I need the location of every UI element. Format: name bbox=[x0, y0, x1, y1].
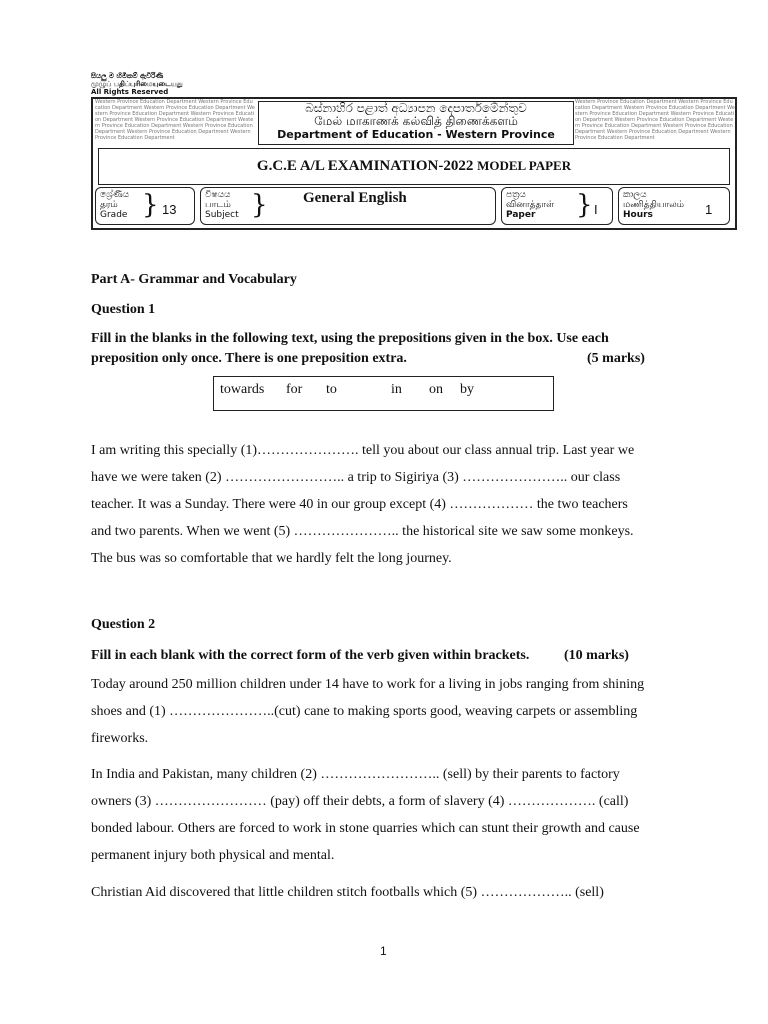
q2-instruction: Fill in each blank with the correct form of the verb given within brackets. bbox=[91, 648, 530, 663]
passage-line: permanent injury both physical and mental. bbox=[91, 848, 335, 863]
q2-paragraph-2 bbox=[91, 761, 681, 869]
department-box bbox=[258, 101, 574, 145]
q2-paragraph-3: Christian Aid discovered that little children stitch footballs which (5) ……………….. (sell) bbox=[91, 885, 604, 900]
exam-title-box bbox=[98, 148, 730, 185]
paper-brace: } bbox=[576, 190, 593, 220]
passage-line: The bus was so comfortable that we hardly felt the long journey. bbox=[91, 551, 452, 566]
passage-line: teacher. It was a Sunday. There were 40 in our group except (4) ……………… the two teachers bbox=[91, 497, 628, 512]
preposition-word: in bbox=[391, 382, 402, 397]
grade-value: 13 bbox=[162, 202, 177, 217]
passage-line: owners (3) …………………… (pay) off their debts, a form of slavery (4) ………………. (call) bbox=[91, 794, 629, 809]
paper-value: I bbox=[594, 202, 598, 217]
subject-brace: } bbox=[251, 190, 268, 220]
exam-title: G.C.E A/L EXAMINATION-2022 bbox=[256, 158, 474, 174]
preposition-box bbox=[213, 376, 554, 411]
passage-line: In India and Pakistan, many children (2) …………………….. (sell) by their parents to factory bbox=[91, 767, 620, 782]
passage-line: Today around 250 million children under 14 have to work for a living in jobs ranging from shining bbox=[91, 677, 645, 692]
dept-name-english: Department of Education - Western Province bbox=[277, 128, 555, 141]
subject-label: විෂයය பாடம் Subject bbox=[205, 190, 239, 220]
preposition-word: to bbox=[326, 382, 337, 397]
preposition-word: towards bbox=[220, 382, 265, 397]
q2-marks: (10 marks) bbox=[564, 648, 629, 663]
paper-label: පත්‍රය வினாத்தாள் Paper bbox=[506, 190, 555, 220]
hours-value: 1 bbox=[705, 202, 713, 217]
passage-line: and two parents. When we went (5) ………………….. the historical site we saw some monkeys. bbox=[91, 524, 634, 539]
part-title: Part A- Grammar and Vocabulary bbox=[91, 272, 297, 287]
dept-name-sinhala: බස්නාහිර පළාත් අධ්‍යාපන දෙපාර්තමේන්තුව bbox=[305, 101, 527, 115]
rights-sinhala: සියලු ම හිමිකම් ඇවිරිණි bbox=[91, 72, 164, 80]
watermark-pattern-left: Western Province Education Department Western Province Education Department Western Province Education Department Western Province Education Department Western Province Education Department Western Province Education Department Western Province Education Department Western Province Education Department Western Province Education Department Western Province Education Department bbox=[95, 99, 255, 141]
hours-label: කාලය மணித்தியாலம் Hours bbox=[623, 190, 684, 220]
preposition-word: on bbox=[429, 382, 443, 397]
exam-subtitle: MODEL PAPER bbox=[477, 158, 572, 173]
q1-instruction-line1: Fill in the blanks in the following text, using the prepositions given in the box. Use each bbox=[91, 331, 609, 346]
q1-title: Question 1 bbox=[91, 302, 156, 317]
subject-value: General English bbox=[303, 190, 407, 206]
passage-line: have we were taken (2) …………………….. a trip to Sigiriya (3) ………………….. our class bbox=[91, 470, 621, 485]
q1-instruction-line2: preposition only once. There is one preposition extra. bbox=[91, 351, 407, 366]
passage-line: bonded labour. Others are forced to work in stone quarries which can stunt their growth and cause bbox=[91, 821, 640, 836]
q2-title: Question 2 bbox=[91, 617, 156, 632]
page-number: 1 bbox=[380, 944, 387, 958]
hours-cell bbox=[618, 187, 730, 225]
passage-line: I am writing this specially (1)…………………. tell you about our class annual trip. Last year we bbox=[91, 443, 635, 458]
q1-marks: (5 marks) bbox=[587, 351, 645, 366]
q1-passage bbox=[91, 437, 681, 572]
watermark-pattern-right: Western Province Education Department Western Province Education Department Western Province Education Department Western Province Education Department Western Province Education Department Western Province Education Department Western Province Education Department Western Province Education Department Western Province Education Department Western Province Education Department bbox=[575, 99, 735, 141]
rights-tamil: முழுப் பதிப்புரிமையுடையது bbox=[91, 80, 183, 88]
passage-line: fireworks. bbox=[91, 731, 149, 746]
q2-paragraph-1 bbox=[91, 671, 681, 752]
passage-line: shoes and (1) …………………..(cut) cane to making sports good, weaving carpets or assembling bbox=[91, 704, 638, 719]
grade-label: ශ්‍රේණිය தரம் Grade bbox=[100, 190, 130, 220]
preposition-word: by bbox=[460, 382, 474, 397]
grade-brace: } bbox=[142, 190, 159, 220]
preposition-word: for bbox=[286, 382, 303, 397]
paper-cell bbox=[501, 187, 613, 225]
rights-english: All Rights Reserved bbox=[91, 88, 169, 96]
dept-name-tamil: மேல் மாகாணக் கல்வித் திணைக்களம் bbox=[314, 114, 518, 128]
grade-cell bbox=[95, 187, 195, 225]
subject-cell bbox=[200, 187, 496, 225]
